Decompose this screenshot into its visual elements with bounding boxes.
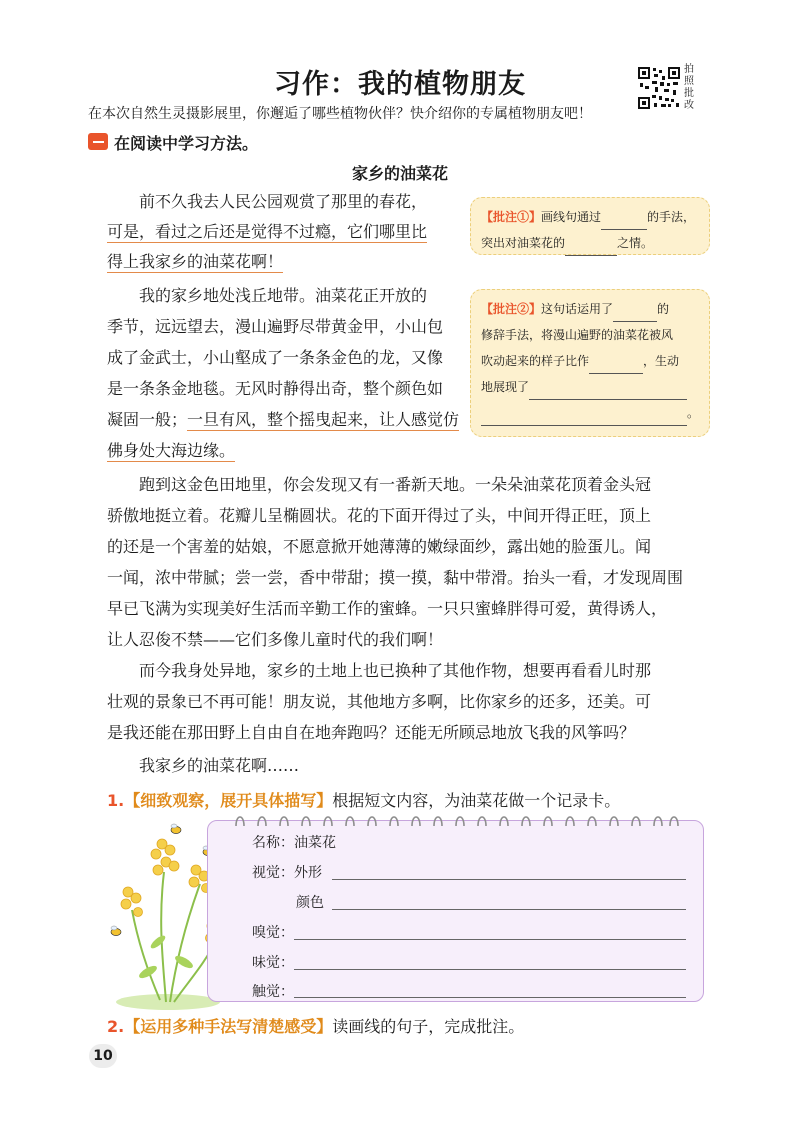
annotation-text: 修辞手法，将漫山遍野的油菜花被风 bbox=[481, 328, 674, 342]
card-shape-label: 外形 bbox=[294, 865, 322, 881]
annotation-text: 吹动起来的样子比作 bbox=[481, 354, 590, 368]
story-line: 我的家乡地处浅丘地带。油菜花正开放的 bbox=[139, 286, 428, 305]
section-marker-icon bbox=[88, 133, 108, 150]
annotation-text: 画线句通过 bbox=[541, 210, 602, 224]
story-line: 早已飞满为实现美好生活而辛勤工作的蜜蜂。一只只蜜蜂胖得可爱，黄得诱人， bbox=[107, 599, 668, 618]
answer-blank[interactable] bbox=[589, 355, 643, 374]
card-answer-line[interactable] bbox=[332, 879, 686, 880]
question-tag: 【运用多种手法写清楚感受】 bbox=[124, 1017, 333, 1036]
card-answer-line[interactable] bbox=[294, 969, 686, 970]
answer-blank[interactable] bbox=[601, 211, 647, 230]
underlined-text: 可是，看过之后还是觉得不过瘾，它们哪里比 bbox=[107, 222, 428, 241]
page-title: 习作：我的植物朋友 bbox=[274, 69, 526, 100]
card-touch-label: 触觉： bbox=[252, 984, 294, 1000]
annotation-text: 这句话运用了 bbox=[541, 302, 614, 316]
story-line-underlined bbox=[107, 220, 427, 244]
page-subtitle: 在本次自然生灵摄影展里，你邂逅了哪些植物伙伴？快介绍你的专属植物朋友吧！ bbox=[88, 106, 592, 122]
underlined-text: 得上我家乡的油菜花啊！ bbox=[107, 252, 284, 271]
card-name-value: 油菜花 bbox=[294, 835, 336, 851]
story-title: 家乡的油菜花 bbox=[351, 164, 448, 183]
story-line: 成了金武士，小山壑成了一条条金色的龙，又像 bbox=[107, 348, 444, 367]
card-color-label: 颜色 bbox=[296, 895, 324, 911]
story-text: 凝固一般； bbox=[107, 410, 188, 429]
annotation-text: ，生动 bbox=[643, 354, 680, 368]
card-answer-line[interactable] bbox=[294, 939, 686, 940]
story-line bbox=[107, 408, 459, 432]
question-text: 读画线的句子，完成批注。 bbox=[332, 1017, 525, 1036]
question-number: 2. bbox=[107, 1017, 125, 1036]
story-line: 是我还能在那田野上自由自在地奔跑吗？还能无所顾忌地放飞我的风筝吗？ bbox=[107, 723, 636, 742]
story-line: 跑到这金色田地里，你会发现又有一番新天地。一朵朵油菜花顶着金头冠 bbox=[139, 475, 652, 494]
annotation-text: 之情。 bbox=[617, 236, 654, 250]
annotation-box-1 bbox=[470, 197, 710, 255]
annotation-box-2 bbox=[470, 289, 710, 437]
answer-blank[interactable] bbox=[529, 381, 687, 400]
story-line: 壮观的景象已不再可能！朋友说，其他地方多啊，比你家乡的还多，还美。可 bbox=[107, 692, 652, 711]
annotation-tag: 【批注①】 bbox=[481, 210, 542, 224]
story-line: 季节，远远望去，漫山遍野尽带黄金甲，小山包 bbox=[107, 317, 444, 336]
story-line: 而今我身处异地，家乡的土地上也已换种了其他作物，想要再看看儿时那 bbox=[139, 661, 652, 680]
annotation-tag: 【批注②】 bbox=[481, 302, 542, 316]
story-line: 一闻，浓中带腻；尝一尝，香中带甜；摸一摸，黏中带滑。抬头一看，才发现周围 bbox=[107, 568, 684, 587]
question-number: 1. bbox=[107, 791, 125, 810]
question-1 bbox=[107, 788, 620, 811]
card-answer-line[interactable] bbox=[294, 997, 686, 998]
card-taste-label: 味觉： bbox=[252, 955, 294, 971]
annotation-text: 的 bbox=[657, 302, 670, 316]
underlined-text: 一旦有风，整个摇曳起来，让人感觉仿 bbox=[187, 410, 460, 429]
question-tag: 【细致观察，展开具体描写】 bbox=[124, 791, 333, 810]
card-smell-label: 嗅觉： bbox=[252, 925, 294, 941]
question-2 bbox=[107, 1014, 524, 1037]
card-spiral-rings bbox=[232, 812, 682, 828]
card-sight-label: 视觉： bbox=[252, 865, 294, 881]
record-card bbox=[207, 820, 704, 1002]
qr-label: 拍照批改 bbox=[684, 64, 694, 111]
section-title: 在阅读中学习方法。 bbox=[114, 134, 259, 153]
card-name-label: 名称： bbox=[252, 835, 294, 851]
question-text: 根据短文内容，为油菜花做一个记录卡。 bbox=[332, 791, 621, 810]
story-line-underlined bbox=[107, 439, 235, 463]
story-line-underlined bbox=[107, 250, 283, 274]
answer-blank[interactable] bbox=[481, 407, 687, 426]
annotation-text: 。 bbox=[687, 406, 700, 420]
story-line: 骄傲地挺立着。花瓣儿呈椭圆状。花的下面开得过了头，中间开得正旺，顶上 bbox=[107, 506, 652, 525]
story-line: 我家乡的油菜花啊…… bbox=[139, 756, 300, 775]
story-line: 的还是一个害羞的姑娘，不愿意掀开她薄薄的嫩绿面纱，露出她的脸蛋儿。闻 bbox=[107, 537, 652, 556]
story-line: 前不久我去人民公园观赏了那里的春花， bbox=[139, 192, 428, 211]
answer-blank[interactable] bbox=[565, 237, 617, 256]
page-number: 10 bbox=[89, 1044, 117, 1068]
annotation-text: 地展现了 bbox=[481, 380, 530, 394]
card-answer-line[interactable] bbox=[332, 909, 686, 910]
qr-code-icon[interactable] bbox=[637, 66, 681, 110]
answer-blank[interactable] bbox=[613, 303, 657, 322]
underlined-text: 佛身处大海边缘。 bbox=[107, 441, 236, 460]
story-line: 是一条条金地毯。无风时静得出奇，整个颜色如 bbox=[107, 379, 444, 398]
story-line: 让人忍俊不禁——它们多像儿童时代的我们啊！ bbox=[107, 630, 444, 649]
annotation-text: 突出对油菜花的 bbox=[481, 236, 566, 250]
annotation-text: 的手法， bbox=[647, 210, 696, 224]
